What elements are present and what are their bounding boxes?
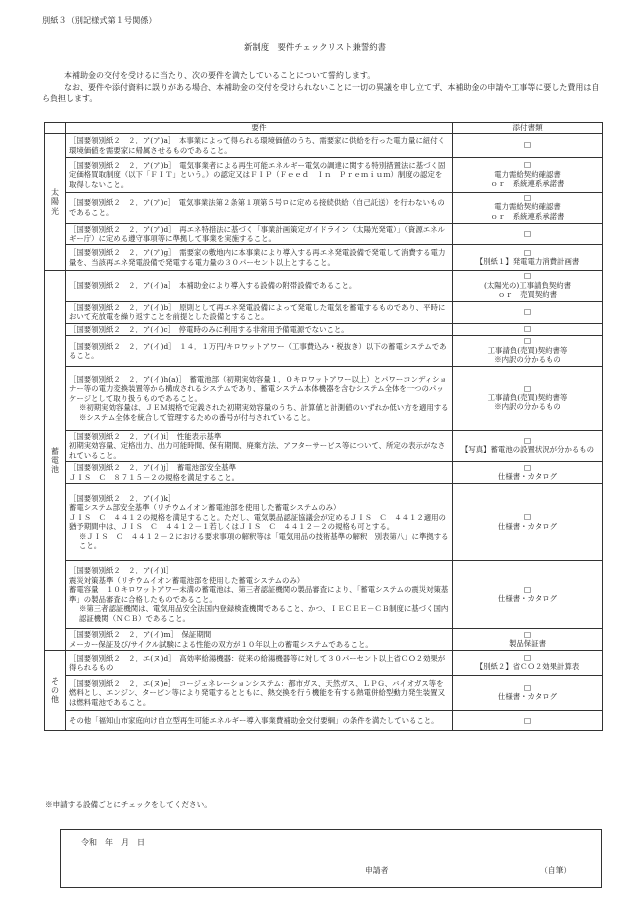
attachment-text: (太陽光の)工事請負契約書 — [483, 280, 572, 290]
table-row — [45, 301, 603, 323]
requirement-cell: ［国要領別紙２ ２．ア(ア)b］ 電気事業者による再生可能エネルギー電気の調達に関する特別措置法に基づく固定価格買取制度（以下「ＦＩＴ」という。）の認定又はＦＩＰ（Ｆｅｅｄ Ｉｎ Ｐｒｅｍｉｕｍ）制度の認定を取得しないこと。 — [66, 158, 453, 193]
table-row — [45, 561, 603, 629]
attachment-header: 添付書類 — [453, 123, 603, 134]
requirement-cell: ［国要領別紙２ ２．ア(ア)c］ 電気事業法第２条第１項第５号ロに定める接続供給（自己託送）を行わないものであること。 — [66, 193, 453, 224]
attachment-text: 【別紙１】発電電力消費計画書 — [475, 257, 580, 267]
attachment-text: 【別紙２】省ＣＯ２効果計算表 — [475, 662, 580, 672]
attachment-text: 仕様書・カタログ — [497, 521, 558, 531]
requirement-cell — [66, 484, 453, 561]
category-cell — [45, 271, 66, 651]
intro-paragraph: 本補助金の交付を受けるに当たり、次の要件を満たしていることについて誓約します。 — [64, 71, 376, 80]
requirement-text: ［国要領別紙２ ２．ア(イ)m］ 保証期間 — [69, 630, 212, 640]
requirement-cell — [66, 366, 453, 430]
checkbox[interactable]: □ — [523, 383, 532, 393]
requirement-cell: ［国要領別紙２ ２．ア(ア)g］ 需要家の敷地内に本事業により導入する再エネ発電設備で発電して消費する電力量を、当該再エネ発電設備で発電する電力量の３０パーセント以上とすること。 — [66, 245, 453, 271]
table-row — [45, 711, 603, 731]
attachment-text: 仕様書・カタログ — [497, 594, 558, 603]
table-row — [45, 158, 603, 193]
checkbox[interactable]: □ — [523, 715, 532, 725]
attachment-cell — [453, 484, 603, 561]
attachment-text: 電力需給契約確認書 — [494, 202, 561, 212]
attachment-text: 電力需給契約確認書 — [494, 169, 561, 179]
requirement-text: 初期実効容量、定格出力、出力可能時間、保有期間、廃棄方法、アフターサービス等について、所定の表示がなされていること。 — [69, 441, 446, 460]
attachment-text: 仕様書・カタログ — [497, 692, 558, 702]
category-cell — [45, 134, 66, 271]
requirement-cell: ［国要領別紙２ ２．ア(イ)a］ 本補助金により導入する設備の附帯設備であること。 — [66, 271, 453, 302]
checkbox[interactable]: □ — [523, 584, 532, 594]
requirement-text: ［国要領別紙２ ２．ア(イ)h(a)］ 蓄電池部（初期実効容量１．０キロワットアワー以上）とパワーコンディショナー等の電力変換装置等から構成されるシステムであり、蓄電システム本体機器を含むシステム全体を一つのパッケージとして取り扱うものであること。 — [69, 374, 447, 403]
table-header-row — [45, 123, 603, 134]
table-row — [45, 336, 603, 367]
table-row — [45, 462, 603, 484]
requirement-text: ＪＩＳ Ｃ ８７１５－２の規格を満足すること。 — [69, 472, 239, 482]
attachment-cell — [453, 711, 603, 731]
table-row — [45, 271, 603, 302]
requirement-cell: ［国要領別紙２ ２．エ(ヌ)d］ 高効率給湯機器：従来の給湯機器等に対して３０パーセント以上省ＣＯ２効果が得られるもの — [66, 651, 453, 676]
requirement-header: 要件 — [66, 123, 453, 134]
requirement-cell — [66, 462, 453, 484]
requirement-cell: その他「福知山市家庭向け自立型再生可能エネルギー導入事業費補助金交付要綱」の条件を満たしていること。 — [66, 711, 453, 731]
attachment-cell — [453, 158, 603, 193]
attachment-cell — [453, 245, 603, 271]
attachment-text: 製品保証書 — [509, 638, 546, 648]
attachment-cell — [453, 193, 603, 224]
requirement-cell — [66, 561, 453, 629]
table-row — [45, 223, 603, 245]
applicant-label: 申請者 — [365, 866, 389, 875]
checkbox[interactable]: □ — [523, 248, 532, 257]
intro-text — [42, 70, 602, 105]
requirement-text: 蓄電容量 １０キロワットアワー未満の蓄電池は、第三者認証機関の製品審査により、「蓄電システムの震災対策基準」の製品審査に合格したものであること。 — [69, 585, 449, 604]
requirement-cell — [66, 629, 453, 651]
attachment-text: 工事請負(売買)契約書等 — [487, 345, 568, 355]
requirement-cell — [66, 430, 453, 461]
checkbox[interactable]: □ — [523, 336, 532, 346]
attachment-text: ｏｒ 系統連系承諾書 — [490, 211, 565, 221]
attachment-cell — [453, 323, 603, 335]
attachment-cell — [453, 462, 603, 484]
page-title: 新制度 要件チェックリスト兼誓約書 — [244, 42, 386, 52]
requirement-cell: ［国要領別紙２ ２．ア(イ)b］ 原則として再エネ発電設備によって発電した電気を蓄電するものであり、平時において充放電を繰り返すことを前提とした設備とすること。 — [66, 301, 453, 323]
requirement-cell: ［国要領別紙２ ２．ア(イ)d］ １４．１万円/キロワットアワー（工事費込み・税抜き）以下の蓄電システムであること。 — [66, 336, 453, 367]
attachment-cell — [453, 561, 603, 629]
attachment-text: ※内訳の分かるもの — [494, 355, 561, 365]
attachment-cell — [453, 366, 603, 430]
requirement-cell: ［国要領別紙２ ２．ア(イ)c］ 停電時のみに利用する非常用予備電源でないこと。 — [66, 323, 453, 335]
checkbox[interactable]: □ — [523, 683, 532, 693]
category-label: その他 — [51, 676, 59, 705]
checkbox[interactable]: □ — [523, 436, 532, 446]
checkbox[interactable]: □ — [523, 271, 532, 281]
checkbox[interactable]: □ — [523, 653, 532, 663]
footnote: ※申請する設備ごとにチェックをしてください。 — [45, 800, 212, 809]
handwritten-note: （自筆） — [540, 866, 572, 875]
checkbox[interactable]: □ — [523, 140, 532, 150]
table-row — [45, 484, 603, 561]
table-row — [45, 676, 603, 711]
requirement-text: ［国要領別紙２ ２．ア(イ)j］ 蓄電池部安全基準 — [69, 463, 236, 473]
requirement-text: ［国要領別紙２ ２．ア(イ)k］ — [69, 493, 176, 503]
signature-box — [60, 829, 602, 888]
requirement-text: 蓄電システム部安全基準（リチウムイオン蓄電池部を使用した蓄電システムのみ） — [69, 503, 341, 513]
attachment-cell — [453, 134, 603, 158]
table-row — [45, 193, 603, 224]
intro-paragraph: なお、要件や添付資料に誤りがある場合、本補助金の交付を受けられないことに一切の異議を申し立てず、本補助金の申請や工事等に要した費用は自ら負担します。 — [42, 82, 600, 104]
requirement-cell: ［国要領別紙２ ２．エ(ヌ)e］ コージェネレーションシステム：都市ガス、天然ガス、ＬＰＧ、バイオガス等を燃料とし、エンジン、タービン等により発電するとともに、熱交換を行う機能を有する熱電併給型動力発生装置又は燃料電池であること。 — [66, 676, 453, 711]
attachment-cell — [453, 301, 603, 323]
requirement-text: ※ＪＩＳ Ｃ ４４１２－２における要求事項の解釈等は「電気用品の技術基準の解釈 別表第八」に準拠すること。 — [79, 531, 449, 551]
requirement-text: ［国要領別紙２ ２．ア(イ)i］ 性能表示基準 — [69, 431, 222, 441]
checkbox[interactable]: □ — [523, 324, 532, 334]
requirement-cell: ［国要領別紙２ ２．ア(ア)a］ 本事業によって得られる環境価値のうち、需要家に供給を行った電力量に紐付く環境価値を需要家に帰属させるものであること。 — [66, 134, 453, 158]
attachment-cell — [453, 676, 603, 711]
table-row — [45, 323, 603, 335]
requirement-text: ［国要領別紙２ ２．ア(イ)l］ — [69, 566, 174, 576]
category-label: 太陽光 — [51, 188, 59, 216]
checkbox[interactable]: □ — [523, 462, 532, 472]
requirements-table — [44, 122, 603, 731]
requirement-text: ※システム全体を統合して管理するための番号が付与されていること。 — [79, 412, 315, 422]
table-row — [45, 134, 603, 158]
table-row — [45, 245, 603, 271]
attachment-cell — [453, 271, 603, 302]
attachment-text: ※内訳の分かるもの — [494, 402, 561, 412]
category-header — [45, 123, 66, 134]
date-field[interactable]: 令和 年 月 日 — [81, 838, 145, 847]
attachment-text: ｏｒ 系統連系承諾書 — [490, 179, 565, 189]
requirement-text: メーカー保証及び/サイクル試験による性能の双方が１０年以上の蓄電システムであること。 — [69, 639, 373, 649]
table-row — [45, 629, 603, 651]
table-row — [45, 651, 603, 676]
requirement-text: 震災対策基準（リチウムイオン蓄電池部を使用した蓄電システムのみ） — [69, 575, 305, 585]
requirement-text: ※初期実効容量は、ＪＥＭ規格で定義された初期実効容量のうち、計算値と計測値のいずれか低い方を適用する — [79, 403, 449, 413]
attachment-text: 【写真】蓄電池の設置状況が分かるもの — [460, 445, 595, 455]
checkbox[interactable]: □ — [523, 629, 532, 639]
table-row — [45, 430, 603, 461]
checkbox[interactable]: □ — [523, 228, 532, 238]
attachment-cell — [453, 223, 603, 245]
checkbox[interactable]: □ — [523, 193, 532, 202]
checkbox[interactable]: □ — [523, 160, 532, 170]
attachment-cell — [453, 629, 603, 651]
category-cell — [45, 651, 66, 731]
checkbox[interactable]: □ — [523, 307, 532, 317]
attachment-cell — [453, 651, 603, 676]
category-label: 蓄電池 — [51, 446, 59, 475]
requirement-cell: ［国要領別紙２ ２．ア(ア)d］ 再エネ特措法に基づく「事業計画策定ガイドライン（太陽光発電）」（資源エネルギー庁）に定める遵守事項等に準拠して事業を実施すること。 — [66, 223, 453, 245]
requirement-text: ※第三者認証機関は、電気用品安全法国内登録検査機関であること、かつ、ＩＥＣＥＥ－ＣＢ制度に基づく国内認証機関（ＮＣＢ）であること。 — [79, 604, 449, 623]
header-note: 別紙３（別記様式第１号関係） — [42, 15, 157, 25]
attachment-cell — [453, 336, 603, 367]
attachment-text: 工事請負(売買)契約書等 — [487, 392, 568, 402]
table-row — [45, 366, 603, 430]
requirement-text: ＪＩＳ Ｃ ４４１２の規格を満足すること。ただし、電気製品認証協議会が定めるＪＩＳ Ｃ ４４１２適用の猶予期間中は、ＪＩＳ Ｃ ４４１２－１若しくはＪＩＳ Ｃ ４４１２－２の規格も可とする。 — [69, 512, 446, 532]
attachment-text: 仕様書・カタログ — [497, 472, 558, 482]
attachment-text: ｏｒ 売買契約書 — [497, 290, 558, 300]
checkbox[interactable]: □ — [523, 512, 532, 522]
attachment-cell — [453, 430, 603, 461]
